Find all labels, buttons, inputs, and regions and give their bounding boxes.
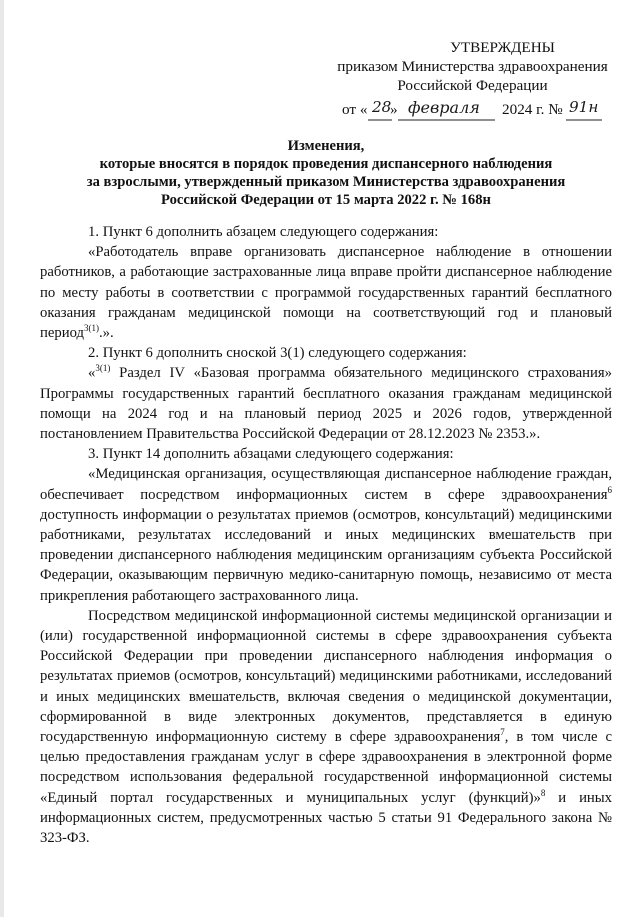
paragraph-employer [40, 242, 612, 343]
footnote-open-quote: « [88, 365, 96, 382]
paragraph-employer-text: «Работодатель вправе организовать диспансерное наблюдение в отношении работников, а работающие застрахованные лица вправе пройти диспансерное наблюдение по месту работы в соответствии с программой государственных гарантий бесплатного оказания гражданам медицинской помощи на соответствующий год и плановый период [40, 244, 612, 342]
approval-heading: УТВЕРЖДЕНЫ [450, 39, 555, 56]
footnote-ref-6: 6 [607, 484, 612, 495]
date-year: 2024 г. № [502, 101, 563, 118]
paragraph-footnote-text: Раздел IV «Базовая программа обязательного медицинского страхования» Программы государственных гарантий бесплатного оказания гражданам медицинской помощи на 2024 год и на плановый период 2025 и 2026 годов, утвержденной постановлением Правительства Российской Федерации от 28.12.2023 № 2353.». [40, 365, 612, 443]
footnote-ref-7: 7 [500, 727, 505, 738]
date-prefix: от « [342, 101, 368, 118]
approval-stamp [330, 38, 615, 122]
handwritten-number: 91н [569, 98, 599, 116]
handwritten-day: 28 [372, 98, 392, 116]
document-title [40, 137, 612, 209]
paragraph-medical-org-text-b: доступность информации о результатах приемов (осмотров, консультаций) медицинскими работниками, результатах исследований и иных медицинских вмешательств при проведении диспансерного наблюдения медицинским организациям субъекта Российской Федерации, оказывающим первичную медико-санитарную помощь, независимо от места прикрепления работающего застрахованного лица. [40, 506, 612, 604]
title-line-1: Изменения, [287, 138, 365, 154]
title-line-3: за взрослыми, утвержденный приказом Министерства здравоохранения [86, 174, 566, 190]
document-body [40, 222, 612, 848]
paragraph-information-systems [40, 606, 612, 848]
paragraph-item-1: 1. Пункт 6 дополнить абзацем следующего содержания: [88, 224, 439, 240]
paragraph-employer-end: .». [98, 325, 114, 342]
footnote-ref-8: 8 [540, 787, 546, 798]
paragraph-info-text-b: , в том числе с целью предоставления гражданам услуг в сфере здравоохранения в электронной форме посредством использования федеральной государственной информационной системы «Единый портал государственных и муниципальных услуг (функций)» [40, 729, 613, 806]
approval-issuer-country: Российской Федерации [397, 77, 548, 94]
paragraph-medical-org [40, 464, 612, 605]
footnote-mark-3-1: 3(1) [95, 363, 111, 374]
title-line-4: Российской Федерации от 15 марта 2022 г. № 168н [161, 192, 491, 208]
paragraph-medical-org-text-a: «Медицинская организация, осуществляющая диспансерное наблюдение граждан, обеспечивает посредством информационных систем в сфере здравоохранения [40, 466, 612, 503]
paragraph-footnote [40, 363, 612, 444]
date-underlines [330, 100, 615, 122]
footnote-ref-3-1: 3(1) [83, 323, 99, 334]
paragraph-info-text-c: и иных информационных систем, предусмотренных частью 5 статьи 91 Федерального закона № 323-ФЗ. [40, 789, 613, 847]
title-line-2: которые вносятся в порядок проведения диспансерного наблюдения [99, 156, 553, 172]
paragraph-item-2: 2. Пункт 6 дополнить сноской 3(1) следующего содержания: [88, 345, 467, 362]
date-mid: » [390, 101, 398, 118]
approval-issuer: приказом Министерства здравоохранения [337, 58, 608, 75]
handwritten-month: февраля [408, 98, 480, 117]
paragraph-item-3: 3. Пункт 14 дополнить абзацами следующего содержания: [88, 446, 454, 463]
approval-date-line [330, 100, 615, 122]
scan-edge [0, 0, 4, 917]
paragraph-info-text-a: Посредством медицинской информационной системы медицинской организации и (или) государственной информационной системы в сфере здравоохранения субъекта Российской Федерации при проведении диспансерного наблюдения информация о результатах приемов (осмотров, консультаций) медицинскими работниками, исследований и иных медицинских вмешательств, включая сведения о медицинской документации, сформированной в виде электронных документов, представляется в единую государственную информационную систему в сфере здравоохранения [40, 607, 612, 746]
